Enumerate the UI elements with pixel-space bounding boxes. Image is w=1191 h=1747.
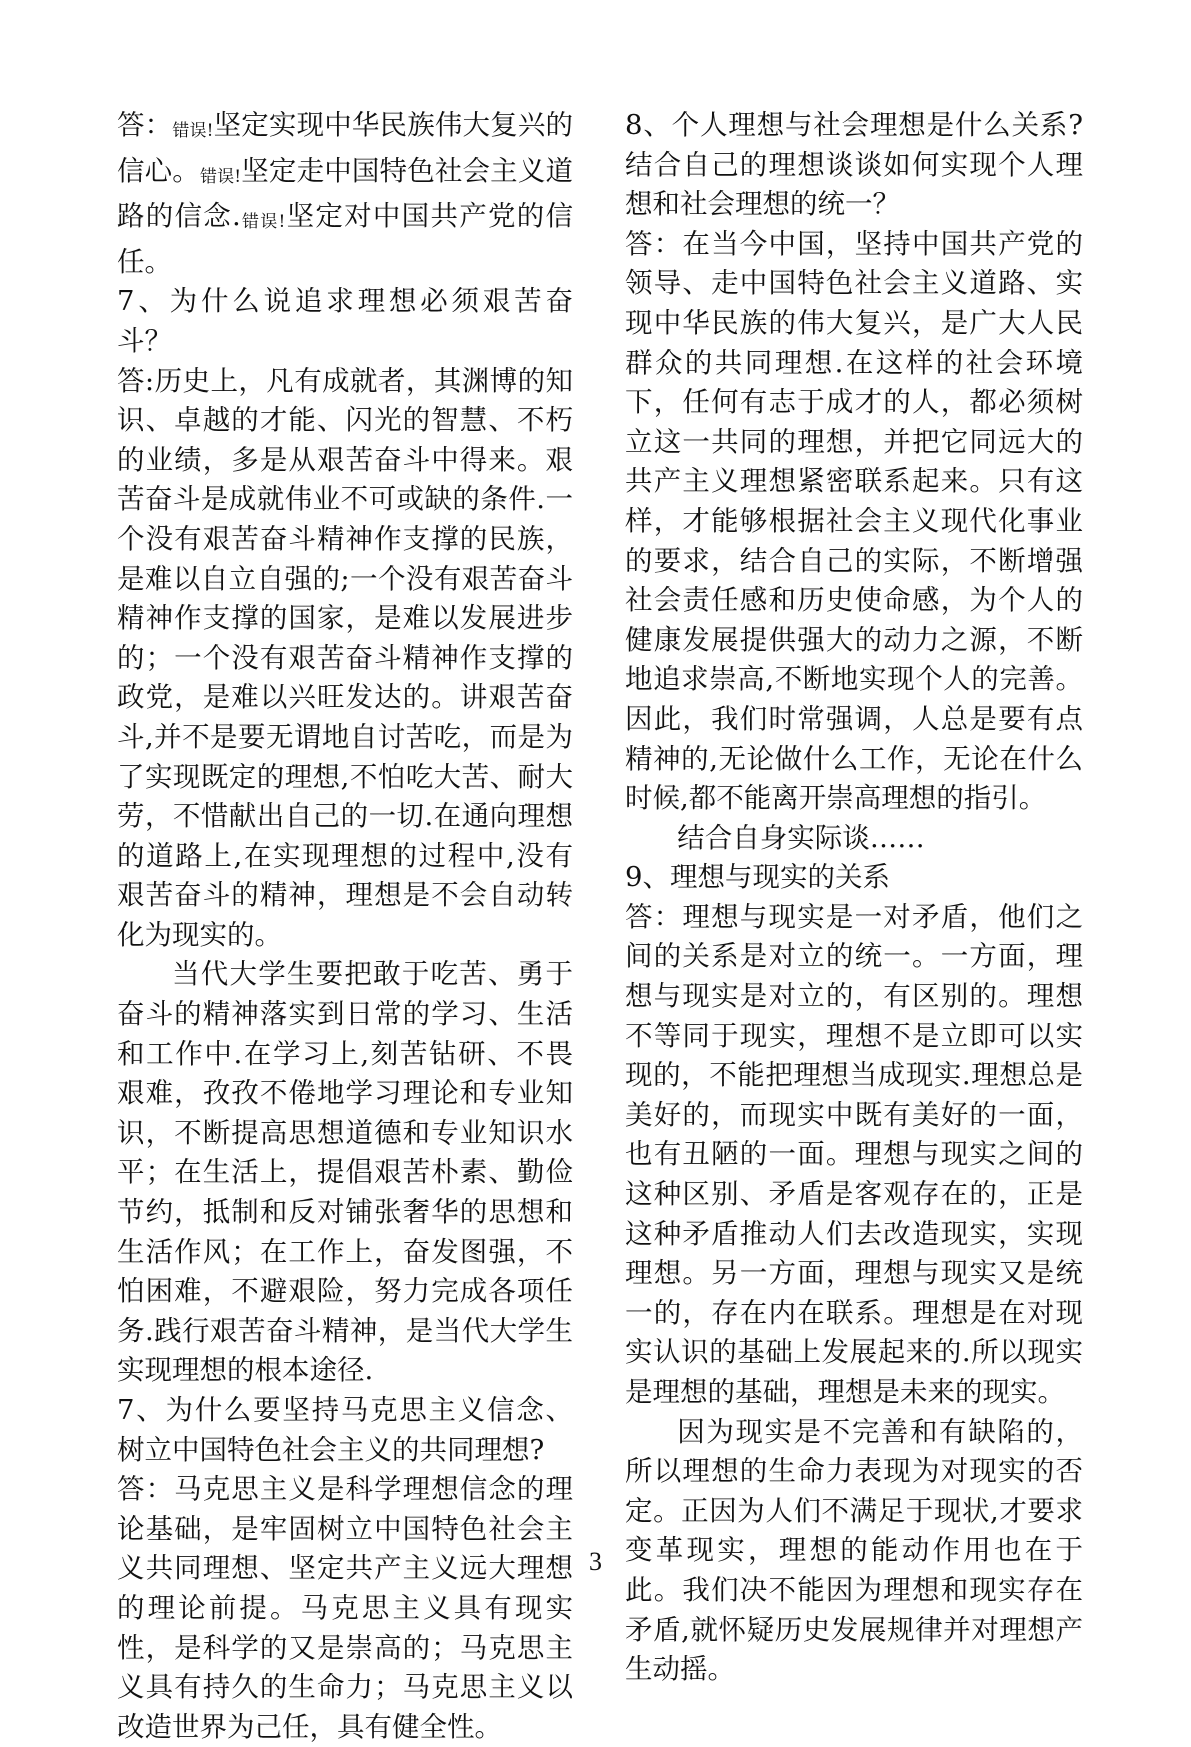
error-marker: 错误! xyxy=(199,166,242,187)
error-marker: 错误! xyxy=(172,121,214,141)
answer-6-sentence-1: 坚定实现中华民族伟大复兴的信心。 xyxy=(117,109,573,187)
error-marker: 错误! xyxy=(240,212,286,233)
right-column xyxy=(625,106,1083,1690)
answer-8: 答：在当今中国，坚持中国共产党的领导、走中国特色社会主义道路、实现中华民族的伟大复兴，是广大人民群众的共同理想.在这样的社会环境下，任何有志于成才的人，都必须树立这一共同的理想，并把它同远大的共产主义理想紧密联系起来。只有这样，才能够根据社会主义现代化事业的要求，结合自己的实际，不断增强社会责任感和历史使命感，为个人的健康发展提供强大的动力之源，不断地追求崇高,不断地实现个人的完善。因此，我们时常强调，人总是要有点精神的,无论做什么工作，无论在什么时候,都不能离开崇高理想的指引。 xyxy=(625,227,1083,815)
page-number: 3 xyxy=(589,1547,602,1576)
question-7a: 7、为什么说追求理想必须艰苦奋斗？ xyxy=(117,285,573,357)
answer-prefix: 答： xyxy=(117,109,173,141)
answer-7a-paragraph-2: 当代大学生要把敢于吃苦、勇于奋斗的精神落实到日常的学习、生活和工作中.在学习上,刻苦钻研、不畏艰难，孜孜不倦地学习理论和专业知识，不断提高思想道德和专业知识水平；在生活上，提倡艰苦朴素、勤俭节约，抵制和反对铺张奢华的思想和生活作风；在工作上，奋发图强，不怕困难，不避艰险，努力完成各项任务.践行艰苦奋斗精神，是当代大学生实现理想的根本途径. xyxy=(117,958,573,1387)
answer-6-sentence-3: 坚定对中国共产党的信任。 xyxy=(117,200,573,278)
left-column xyxy=(117,106,573,1747)
question-9: 9、理想与现实的关系 xyxy=(625,861,890,894)
answer-6-paragraph xyxy=(117,106,573,282)
answer-7b: 答：马克思主义是科学理想信念的理论基础，是牢固树立中国特色社会主义共同理想、坚定共产主义远大理想的理论前提。马克思主义具有现实性，是科学的又是崇高的；马克思主义具有持久的生命力；马克思主义以改造世界为己任，具有健全性。 xyxy=(117,1473,573,1743)
answer-8-tail: 结合自身实际谈…… xyxy=(677,821,925,854)
answer-9-paragraph-1: 答：理想与现实是一对矛盾，他们之间的关系是对立的统一。一方面，理想与现实是对立的，有区别的。理想不等同于现实，理想不是立即可以实现的，不能把理想当成现实.理想总是美好的，而现实中既有美好的一面，也有丑陋的一面。理想与现实之间的这种区别、矛盾是客观存在的，正是这种矛盾推动人们去改造现实，实现理想。另一方面，理想与现实又是统一的，存在内在联系。理想是在对现实认识的基础上发展起来的.所以现实是理想的基础，理想是未来的现实。 xyxy=(625,900,1083,1408)
question-8: 8、个人理想与社会理想是什么关系?结合自己的理想谈谈如何实现个人理想和社会理想的统一？ xyxy=(625,109,1083,221)
answer-6-sentence-2: 坚定走中国特色社会主义道路的信念. xyxy=(117,154,573,233)
question-7b: 7、为什么要坚持马克思主义信念、树立中国特色社会主义的共同理想? xyxy=(117,1394,573,1466)
answer-7a-paragraph-1: 答:历史上，凡有成就者，其渊博的知识、卓越的才能、闪光的智慧、不朽的业绩，多是从艰苦奋斗中得来。艰苦奋斗是成就伟业不可或缺的条件.一个没有艰苦奋斗精神作支撑的民族，是难以自立自强的;一个没有艰苦奋斗精神作支撑的国家，是难以发展进步的；一个没有艰苦奋斗精神作支撑的政党，是难以兴旺发达的。讲艰苦奋斗,并不是要无谓地自讨苦吃，而是为了实现既定的理想,不怕吃大苦、耐大劳，不惜献出自己的一切.在通向理想的道路上,在实现理想的过程中,没有艰苦奋斗的精神，理想是不会自动转化为现实的。 xyxy=(117,364,573,951)
answer-9-paragraph-2: 因为现实是不完善和有缺陷的，所以理想的生命力表现为对现实的否定。正因为人们不满足于现状,才要求变革现实，理想的能动作用也在于此。我们决不能因为理想和现实存在矛盾,就怀疑历史发展规律并对理想产生动摇。 xyxy=(625,1415,1083,1686)
